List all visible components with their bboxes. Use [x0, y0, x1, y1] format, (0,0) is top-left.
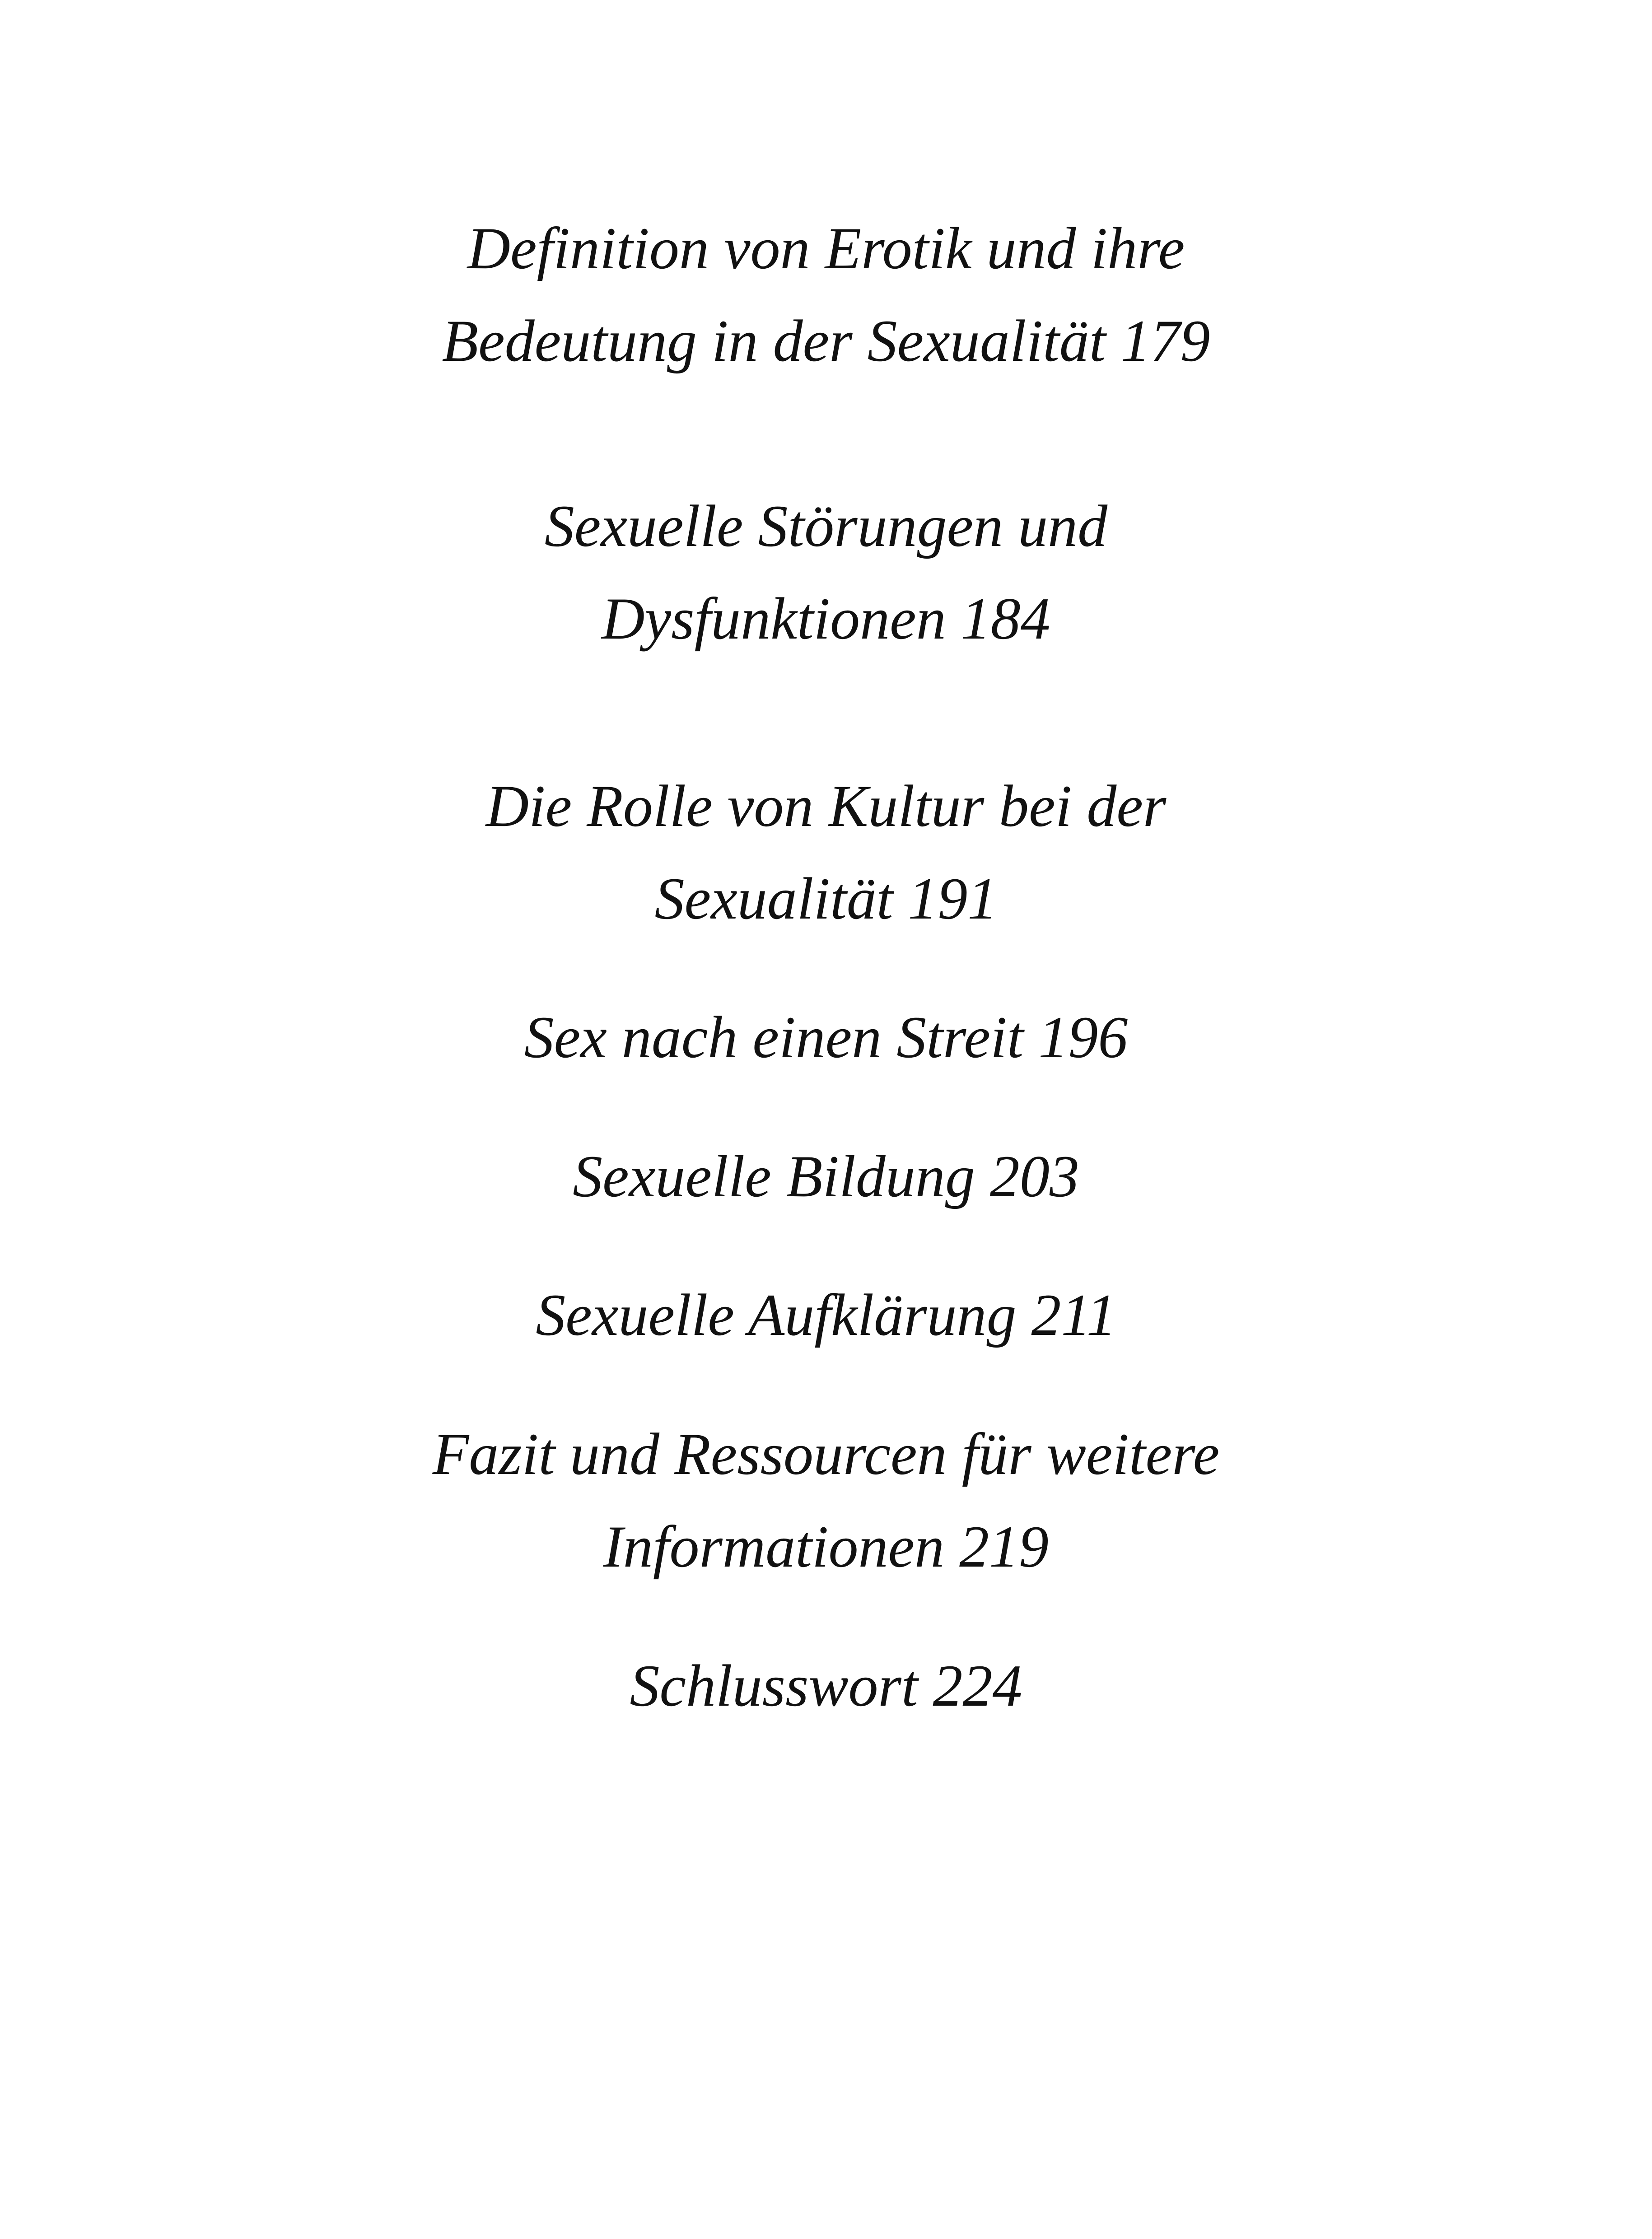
toc-entry-kultur-line-1: Die Rolle von Kultur bei der [485, 773, 1167, 839]
toc-entry-streit: Sex nach einen Streit 196 [524, 1004, 1128, 1070]
toc-entry-stoerungen-line-2: Dysfunktionen 184 [602, 585, 1050, 652]
toc-entry-fazit-line-2: Informationen 219 [603, 1513, 1049, 1580]
toc-entry-erotik-line-2: Bedeutung in der Sexualität 179 [442, 308, 1210, 374]
toc-entry-aufklaerung: Sexuelle Aufklärung 211 [536, 1282, 1116, 1348]
toc-entry-kultur-line-2: Sexualität 191 [654, 865, 998, 932]
toc-entry-stoerungen-line-1: Sexuelle Störungen und [544, 493, 1108, 559]
toc-entry-fazit-line-1: Fazit und Ressourcen für weitere [432, 1421, 1220, 1487]
toc-entry-schlusswort: Schlusswort 224 [630, 1652, 1022, 1719]
toc-entry-bildung: Sexuelle Bildung 203 [573, 1143, 1079, 1209]
toc-entry-erotik-line-1: Definition von Erotik und ihre [467, 215, 1185, 281]
